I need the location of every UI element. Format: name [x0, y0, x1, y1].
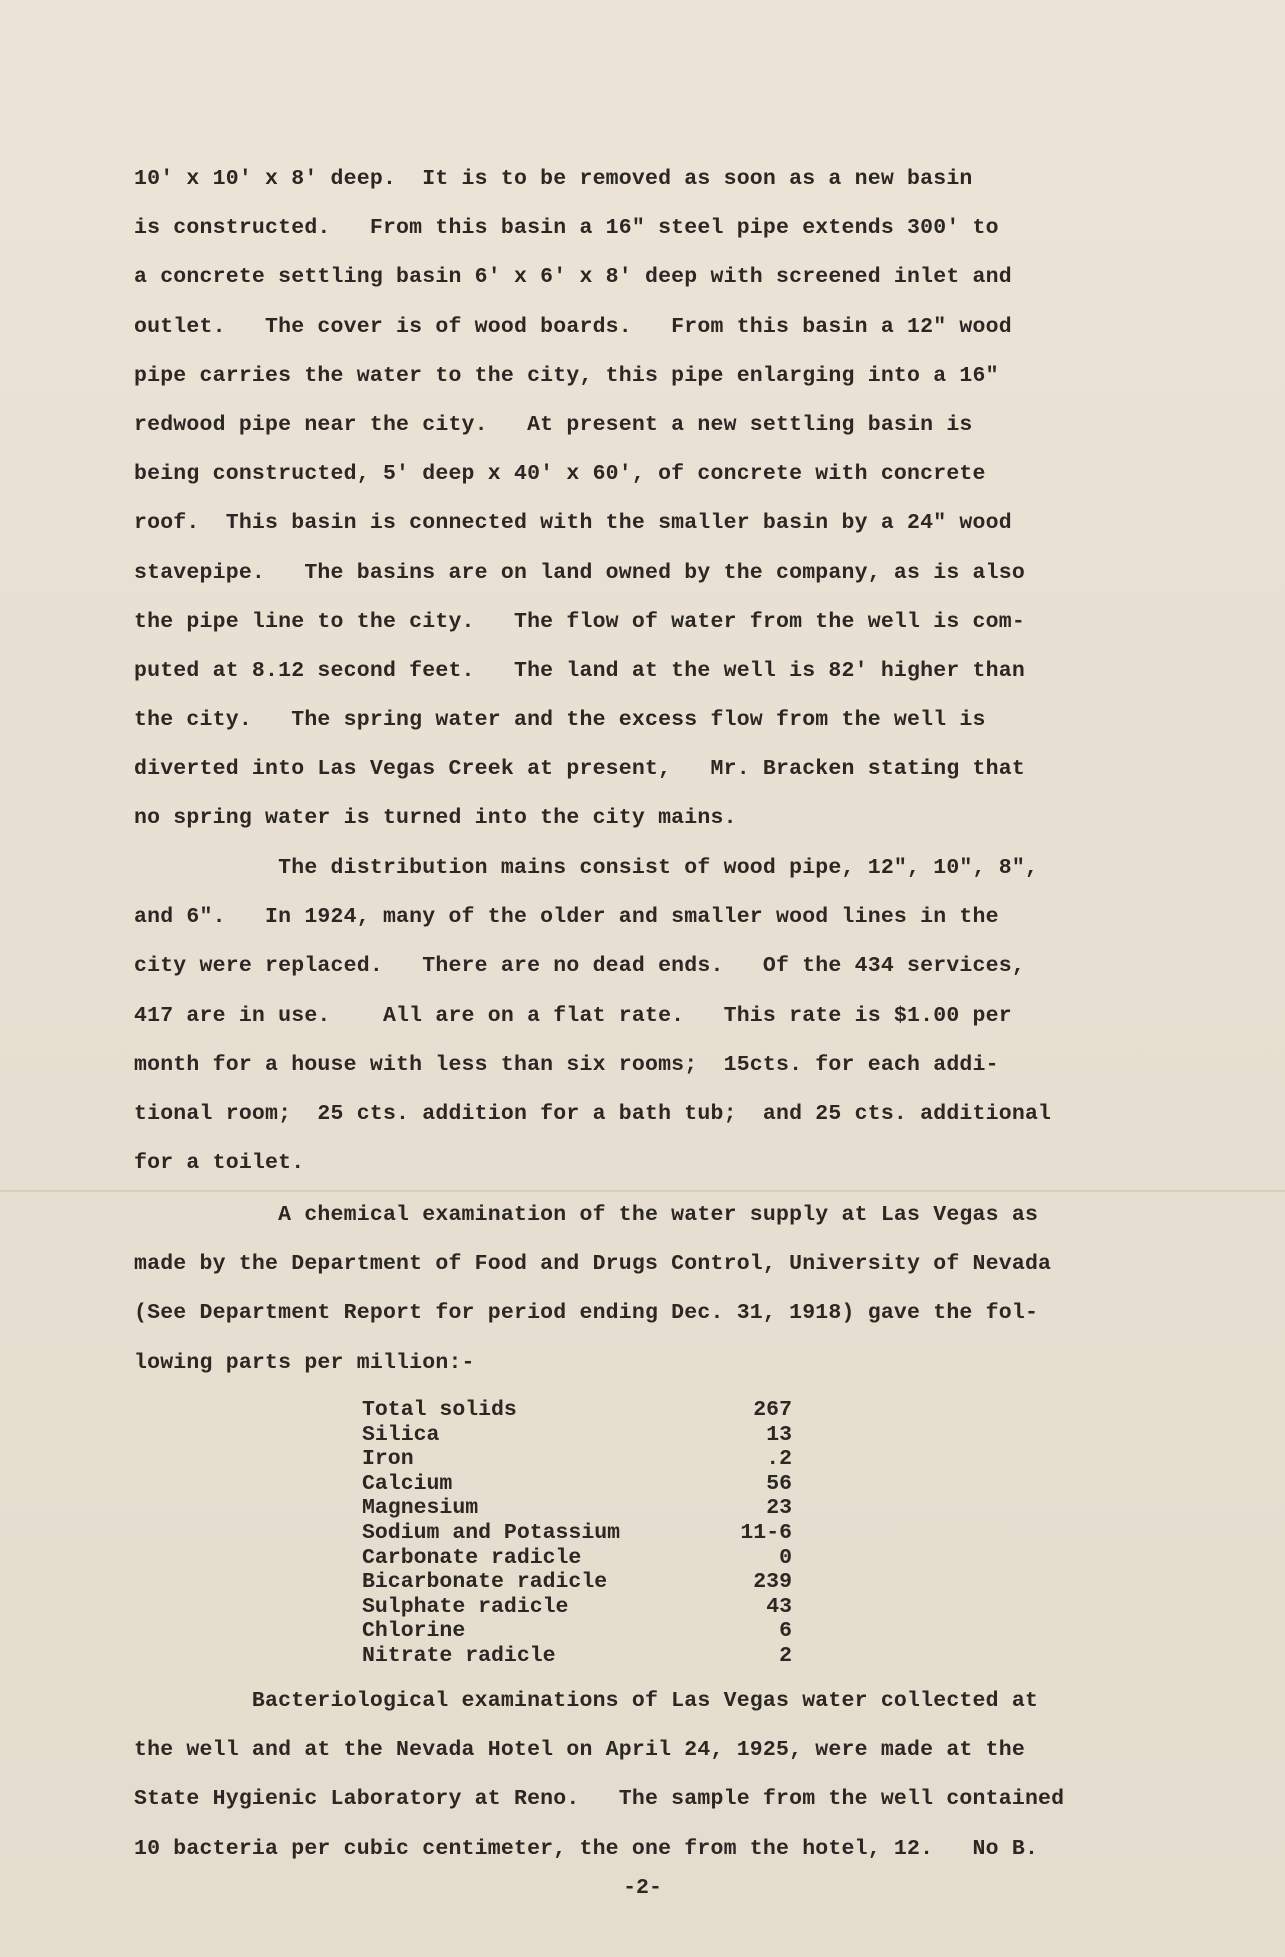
text-line: 10' x 10' x 8' deep. It is to be removed as soon as a new basin — [134, 167, 973, 191]
constituent-name: Nitrate radicle — [362, 1643, 556, 1668]
text-line: (See Department Report for period ending Dec. 31, 1918) gave the fol- — [134, 1301, 1039, 1326]
constituent-name: Iron — [362, 1447, 414, 1472]
constituent-value: 43 — [766, 1594, 792, 1619]
text-line: lowing parts per million:- — [134, 1350, 475, 1375]
paragraph-chemical-examination — [134, 1191, 1204, 1388]
text-line: tional room; 25 cts. addition for a bath tub; and 25 cts. additional — [134, 1101, 1052, 1126]
table-row — [362, 1472, 792, 1497]
table-row — [362, 1398, 792, 1423]
text-line: for a toilet. — [134, 1151, 305, 1176]
text-line: city were replaced. There are no dead ends. Of the 434 services, — [134, 954, 1025, 979]
table-row — [362, 1570, 792, 1595]
page-number: -2- — [623, 1876, 662, 1900]
constituent-name: Chlorine — [362, 1619, 466, 1644]
text-line: being constructed, 5' deep x 40' x 60', of concrete with concrete — [134, 462, 986, 487]
text-line: outlet. The cover is of wood boards. From this basin a 12" wood — [134, 314, 1012, 339]
constituent-value: 267 — [753, 1398, 792, 1422]
text-line: month for a house with less than six rooms; 15cts. for each addi- — [134, 1052, 999, 1077]
text-line: roof. This basin is connected with the smaller basin by a 24" wood — [134, 511, 1012, 536]
text-line: a concrete settling basin 6' x 6' x 8' deep with screened inlet and — [134, 265, 1012, 290]
text-line: no spring water is turned into the city mains. — [134, 806, 737, 831]
constituent-name: Sulphate radicle — [362, 1594, 569, 1619]
constituent-value: .2 — [727, 1447, 792, 1472]
text-line: The distribution mains consist of wood pipe, 12", 10", 8", — [134, 856, 1039, 880]
constituent-value: 239 — [753, 1570, 792, 1595]
constituent-value: 11-6 — [740, 1520, 792, 1545]
constituent-name: Total solids — [362, 1398, 517, 1422]
constituent-name: Bicarbonate radicle — [362, 1570, 608, 1595]
constituent-name: Sodium and Potassium — [362, 1520, 621, 1545]
paragraph-bacteriological — [134, 1677, 1204, 1874]
constituent-value: 0 — [779, 1545, 792, 1570]
text-line: 417 are in use. All are on a flat rate. This rate is $1.00 per — [134, 1003, 1012, 1028]
table-row — [362, 1619, 792, 1644]
constituent-value: 56 — [766, 1471, 792, 1496]
text-line: is constructed. From this basin a 16" steel pipe extends 300' to — [134, 216, 999, 241]
constituent-name: Carbonate radicle — [362, 1545, 582, 1570]
constituent-value: 13 — [766, 1422, 792, 1447]
text-line: State Hygienic Laboratory at Reno. The sample from the well contained — [134, 1787, 1065, 1812]
constituent-name: Silica — [362, 1422, 440, 1447]
table-row — [362, 1423, 792, 1448]
constituent-value: 23 — [766, 1496, 792, 1521]
text-line: pipe carries the water to the city, this pipe enlarging into a 16" — [134, 363, 999, 388]
constituent-name: Magnesium — [362, 1496, 479, 1521]
text-line: puted at 8.12 second feet. The land at the well is 82' higher than — [134, 658, 1025, 683]
text-line: the well and at the Nevada Hotel on April 24, 1925, were made at the — [134, 1738, 1025, 1763]
table-row — [362, 1521, 792, 1546]
table-row — [362, 1644, 792, 1669]
constituent-name: Calcium — [362, 1471, 453, 1496]
paragraph-pipes-basins — [134, 155, 1204, 844]
text-line: the pipe line to the city. The flow of water from the well is com- — [134, 609, 1025, 634]
table-row — [362, 1546, 792, 1571]
constituent-value: 6 — [779, 1619, 792, 1644]
paragraph-distribution-mains — [134, 844, 1204, 1188]
text-line: stavepipe. The basins are on land owned by the company, as is also — [134, 560, 1025, 585]
text-line: the city. The spring water and the excess flow from the well is — [134, 708, 986, 733]
text-line: and 6". In 1924, many of the older and smaller wood lines in the — [134, 905, 999, 930]
table-row — [362, 1496, 792, 1521]
text-line: made by the Department of Food and Drugs Control, University of Nevada — [134, 1252, 1052, 1277]
text-line: 10 bacteria per cubic centimeter, the one from the hotel, 12. No B. — [134, 1836, 1039, 1861]
text-line: redwood pipe near the city. At present a new settling basin is — [134, 412, 973, 437]
text-line: Bacteriological examinations of Las Vegas water collected at — [134, 1689, 1039, 1713]
text-line: A chemical examination of the water supply at Las Vegas as — [134, 1203, 1039, 1227]
table-row — [362, 1447, 792, 1472]
table-row — [362, 1595, 792, 1620]
constituent-value: 2 — [779, 1643, 792, 1668]
chemical-analysis-table — [362, 1398, 792, 1669]
text-line: diverted into Las Vegas Creek at present, Mr. Bracken stating that — [134, 757, 1025, 782]
